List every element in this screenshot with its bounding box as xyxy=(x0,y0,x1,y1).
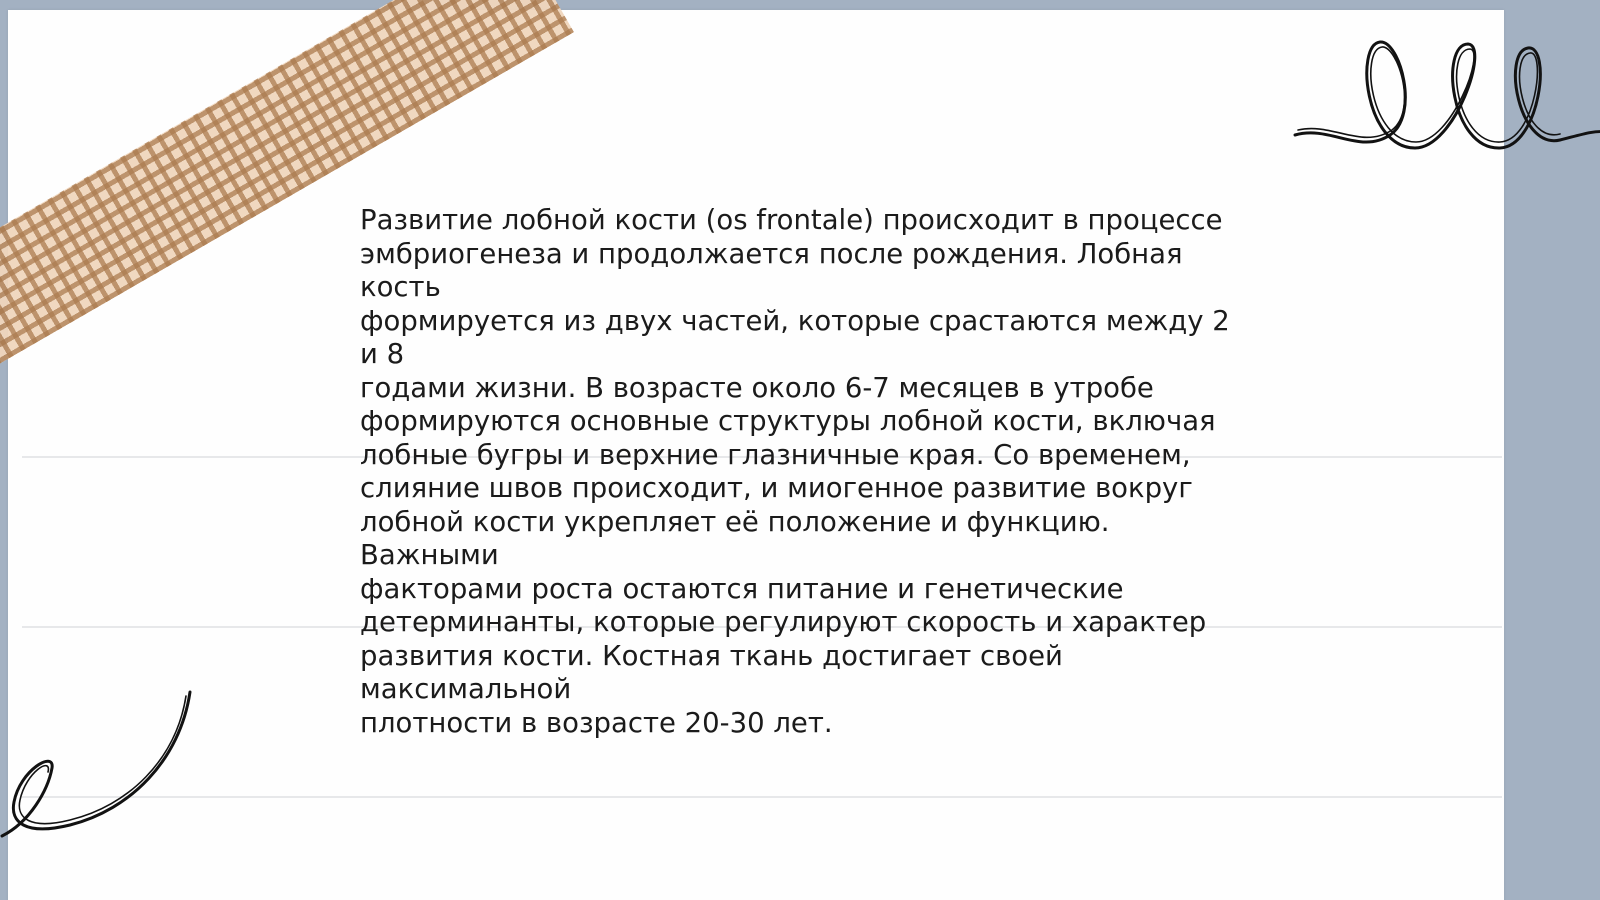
body-paragraph: Развитие лобной кости (os frontale) происходит в процессе эмбриогенеза и продолжается после рождения. Лобная кость формируется из двух частей, которые срастаются между 2 и 8 годами жизни. В возрасте около 6-7 месяцев в утробе формируются основные структуры лобной кости, включая лобные бугры и верхние глазничные края. Со временем, слияние швов происходит, и миогенное развитие вокруг лобной кости укрепляет её положение и функцию. Важными факторами роста остаются питание и генетические детерминанты, которые регулируют скорость и характер развития кости. Костная ткань достигает своей максимальной плотности в возрасте 20-30 лет. xyxy=(360,204,1230,739)
curl-doodle xyxy=(0,690,200,850)
loop-swirl-doodle xyxy=(1290,30,1600,170)
ruled-line xyxy=(22,796,1502,798)
